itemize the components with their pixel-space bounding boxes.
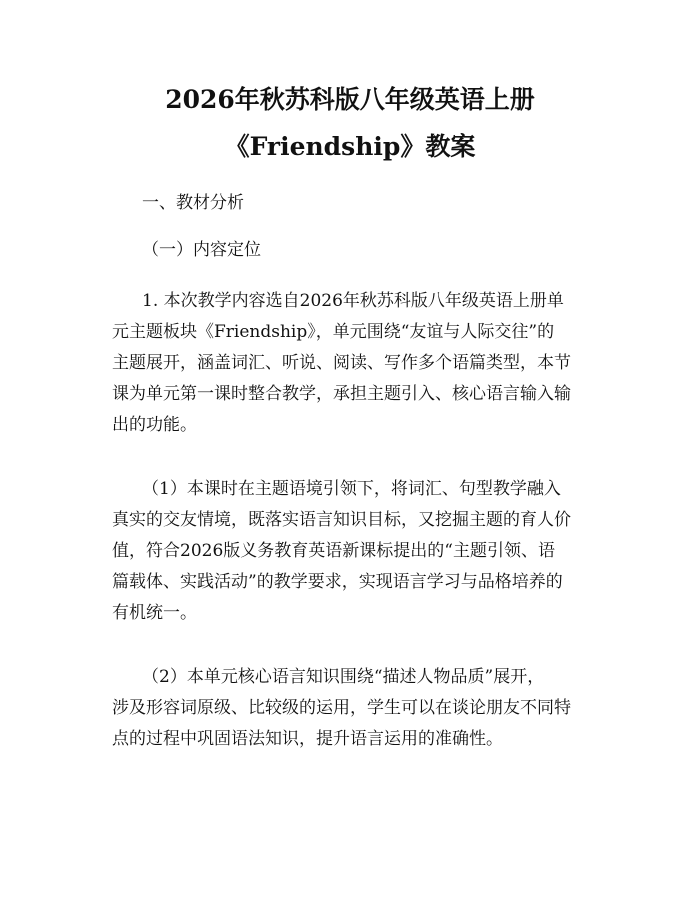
subsection-heading-content-positioning: （一）内容定位: [142, 240, 261, 260]
paragraph-1-line: 课为单元第一课时整合教学，承担主题引入、核心语言输入输: [112, 384, 571, 404]
paragraph-2-line: 真实的交友情境，既落实语言知识目标，又挖掘主题的育人价: [112, 510, 571, 530]
paragraph-3-line: （2）本单元核心语言知识围绕“描述人物品质”展开，: [142, 667, 545, 687]
paragraph-3: [112, 662, 602, 755]
section-heading-textbook-analysis: 一、教材分析: [142, 193, 244, 213]
paragraph-1: [112, 286, 602, 441]
paragraph-2-line: （1）本课时在主题语境引领下，将词汇、句型教学融入: [142, 479, 561, 499]
paragraph-3-line: 涉及形容词原级、比较级的运用，学生可以在谈论朋友不同特: [112, 698, 571, 718]
document-title-line-1: 2026年秋苏科版八年级英语上册: [165, 85, 535, 114]
paragraph-2-line: 值，符合2026版义务教育英语新课标提出的“主题引领、语: [112, 541, 555, 561]
paragraph-1-line: 主题展开，涵盖词汇、听说、阅读、写作多个语篇类型，本节: [112, 353, 571, 373]
paragraph-1-line: 出的功能。: [112, 415, 197, 435]
paragraph-1-line: 元主题板块《Friendship》，单元围绕“友谊与人际交往”的: [112, 322, 555, 342]
paragraph-3-line: 点的过程中巩固语法知识，提升语言运用的准确性。: [112, 729, 503, 749]
paragraph-2-line: 有机统一。: [112, 603, 197, 623]
paragraph-1-line: 1. 本次教学内容选自2026年秋苏科版八年级英语上册单: [142, 291, 564, 311]
paragraph-2: [112, 474, 602, 629]
document-title-line-2: 《Friendship》教案: [224, 132, 476, 161]
paragraph-2-line: 篇载体、实践活动”的教学要求，实现语言学习与品格培养的: [112, 572, 563, 592]
